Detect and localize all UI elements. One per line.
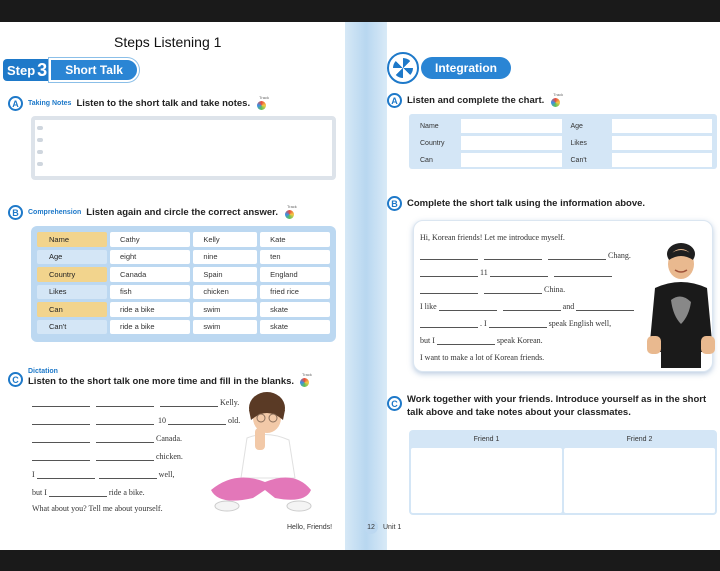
dictation-line-2: 10 old. xyxy=(32,416,240,425)
column-header: Friend 2 xyxy=(626,435,653,443)
section-tag: Comprehension xyxy=(28,209,82,216)
friend-1-notes[interactable] xyxy=(411,448,562,513)
talk-line-5: I like and xyxy=(420,302,634,311)
footer-left: Hello, Friends! xyxy=(287,524,333,531)
boy-photo-image xyxy=(645,240,717,368)
section-instruction: Listen to the short talk one more time and fill in the blanks. xyxy=(28,375,295,387)
table-row xyxy=(37,302,330,317)
step-label: Step 3 xyxy=(3,59,53,81)
pinwheel-icon xyxy=(387,52,419,84)
answer-option[interactable]: swim xyxy=(193,320,257,335)
notes-box[interactable] xyxy=(31,116,336,180)
section-b-header xyxy=(8,205,297,220)
talk-line-3: 11 xyxy=(420,268,612,277)
dictation-line-7: What about you? Tell me about yourself. xyxy=(32,504,163,513)
girl-thinking-image xyxy=(205,390,315,520)
chart-label: Country xyxy=(414,136,458,150)
cd-track-icon xyxy=(283,207,297,219)
table-row xyxy=(414,119,712,133)
table-row xyxy=(37,320,330,335)
section-b-header xyxy=(387,196,645,211)
answer-option[interactable]: Kate xyxy=(260,232,330,247)
section-tag: Dictation xyxy=(28,368,58,375)
section-instruction: Listen again and circle the correct answer. xyxy=(86,207,278,218)
chart-label: Name xyxy=(414,119,458,133)
section-instruction: Complete the short talk using the information above. xyxy=(407,198,646,209)
blank[interactable] xyxy=(49,489,107,497)
blank[interactable] xyxy=(96,417,154,425)
answer-option[interactable]: ride a bike xyxy=(110,302,190,317)
talk-line-8: I want to make a lot of Korean friends. xyxy=(420,353,545,362)
chart-blank[interactable] xyxy=(461,136,562,150)
answer-option[interactable]: skate xyxy=(260,302,330,317)
blank[interactable] xyxy=(420,286,478,294)
section-letter: C xyxy=(387,396,402,411)
talk-line-6: . I speak English well, xyxy=(420,319,611,328)
integration-label: Integration xyxy=(421,57,511,79)
section-letter: B xyxy=(8,205,23,220)
chart-label: Can xyxy=(414,153,458,167)
info-chart xyxy=(409,114,717,169)
section-instruction-2: talk above and take notes about your classmates. xyxy=(407,407,631,418)
page-title: Steps Listening 1 xyxy=(114,34,222,50)
answer-option[interactable]: England xyxy=(260,267,330,282)
answer-option[interactable]: Cathy xyxy=(110,232,190,247)
blank[interactable] xyxy=(439,303,497,311)
comprehension-table xyxy=(31,226,336,342)
dictation-line-1: Kelly. xyxy=(32,398,239,407)
page-number: 12 xyxy=(364,520,378,534)
cd-track-icon xyxy=(549,95,563,107)
answer-option[interactable]: Spain xyxy=(193,267,257,282)
blank[interactable] xyxy=(503,303,561,311)
section-c-header xyxy=(8,368,312,387)
table-row xyxy=(414,136,712,150)
chart-label: Can't xyxy=(565,153,609,167)
friends-notes-table xyxy=(409,430,717,515)
blank[interactable] xyxy=(99,471,157,479)
answer-option[interactable]: ten xyxy=(260,250,330,265)
table-row xyxy=(37,285,330,300)
blank[interactable] xyxy=(484,252,542,260)
footer-right: Unit 1 xyxy=(383,524,402,531)
blank[interactable] xyxy=(32,435,90,443)
section-a-header xyxy=(387,93,563,108)
integration-badge xyxy=(387,52,511,84)
blank[interactable] xyxy=(576,303,634,311)
blank[interactable] xyxy=(37,471,95,479)
blank[interactable] xyxy=(96,399,154,407)
blank[interactable] xyxy=(489,320,547,328)
section-tag: Taking Notes xyxy=(28,100,72,107)
textbook-spread xyxy=(0,22,720,550)
left-page xyxy=(0,22,345,550)
talk-line-2: Chang. xyxy=(420,251,631,260)
page-gutter xyxy=(345,22,387,550)
step-badge xyxy=(3,56,139,84)
table-row xyxy=(37,232,330,247)
answer-option[interactable]: swim xyxy=(193,302,257,317)
blank[interactable] xyxy=(484,286,542,294)
dictation-line-4: chicken. xyxy=(32,452,183,461)
dictation-line-5: I well, xyxy=(32,470,175,479)
row-label: Country xyxy=(37,267,107,282)
blank[interactable] xyxy=(420,269,478,277)
answer-option[interactable]: ride a bike xyxy=(110,320,190,335)
section-letter: A xyxy=(387,93,402,108)
answer-option[interactable]: skate xyxy=(260,320,330,335)
blank[interactable] xyxy=(490,269,548,277)
row-label: Name xyxy=(37,232,107,247)
chart-blank[interactable] xyxy=(612,153,713,167)
section-c-header xyxy=(387,394,706,418)
blank[interactable] xyxy=(437,337,495,345)
cd-track-icon xyxy=(298,375,312,387)
step-name: Short Talk xyxy=(49,58,139,82)
blank[interactable] xyxy=(420,252,478,260)
chart-blank[interactable] xyxy=(461,119,562,133)
section-instruction: Listen and complete the chart. xyxy=(407,95,545,106)
section-instruction-1: Work together with your friends. Introduce yourself as in the short xyxy=(407,394,707,405)
chart-blank[interactable] xyxy=(612,119,713,133)
answer-option[interactable]: fish xyxy=(110,285,190,300)
section-letter: B xyxy=(387,196,402,211)
answer-option[interactable]: Canada xyxy=(110,267,190,282)
section-instruction: Listen to the short talk and take notes. xyxy=(76,98,251,109)
dictation-line-3: Canada. xyxy=(32,434,182,443)
chart-label: Likes xyxy=(565,136,609,150)
blank[interactable] xyxy=(554,269,612,277)
talk-line-7: but I speak Korean. xyxy=(420,336,543,345)
cd-track-icon xyxy=(255,98,269,110)
dictation-line-6: but I ride a bike. xyxy=(32,488,145,497)
blank[interactable] xyxy=(32,399,90,407)
right-page xyxy=(387,22,720,550)
chart-blank[interactable] xyxy=(612,136,713,150)
table-row xyxy=(414,153,712,167)
talk-line-1: Hi, Korean friends! Let me introduce myself. xyxy=(420,233,565,242)
row-label: Likes xyxy=(37,285,107,300)
blank[interactable] xyxy=(420,320,478,328)
answer-option[interactable]: Kelly xyxy=(193,232,257,247)
section-letter: A xyxy=(8,96,23,111)
binder-rings-icon xyxy=(37,126,43,166)
top-bar xyxy=(0,0,720,22)
answer-option[interactable]: fried rice xyxy=(260,285,330,300)
chart-blank[interactable] xyxy=(461,153,562,167)
table-row xyxy=(37,250,330,265)
blank[interactable] xyxy=(96,435,154,443)
answer-option[interactable]: chicken xyxy=(193,285,257,300)
answer-option[interactable]: nine xyxy=(193,250,257,265)
row-label: Can't xyxy=(37,320,107,335)
blank[interactable] xyxy=(32,453,90,461)
blank[interactable] xyxy=(548,252,606,260)
talk-line-4: China. xyxy=(420,285,565,294)
row-label: Age xyxy=(37,250,107,265)
row-label: Can xyxy=(37,302,107,317)
table-row xyxy=(37,267,330,282)
section-a-header xyxy=(8,96,269,111)
answer-option[interactable]: eight xyxy=(110,250,190,265)
friend-2-notes[interactable] xyxy=(564,448,715,513)
column-header: Friend 1 xyxy=(473,435,500,443)
blank[interactable] xyxy=(96,453,154,461)
section-letter: C xyxy=(8,372,23,387)
blank[interactable] xyxy=(32,417,90,425)
chart-label: Age xyxy=(565,119,609,133)
